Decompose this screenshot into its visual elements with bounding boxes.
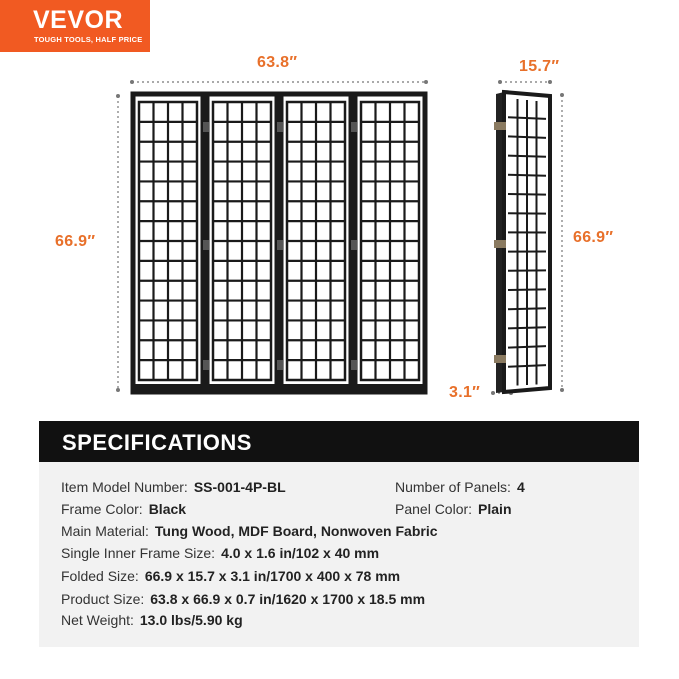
front-width-label: 63.8″ — [257, 54, 298, 71]
spec-label: Panel Color: — [395, 501, 473, 517]
spec-value: 4.0 x 1.6 in/102 x 40 mm — [221, 545, 380, 561]
spec-value: Tung Wood, MDF Board, Nonwoven Fabric — [154, 523, 438, 539]
screen-panel — [207, 94, 277, 392]
spec-label: Main Material: — [61, 523, 149, 539]
spec-model — [61, 479, 286, 495]
spec-label: Single Inner Frame Size: — [61, 545, 216, 561]
side-height-label: 66.9″ — [573, 229, 614, 246]
specifications-title: SPECIFICATIONS — [62, 430, 252, 455]
hinge — [277, 122, 283, 132]
spec-panel-color — [395, 501, 512, 517]
hinge — [203, 360, 209, 370]
spec-value: Black — [148, 501, 187, 517]
spec-label: Net Weight: — [61, 612, 134, 628]
screen-panel — [355, 94, 425, 392]
spec-panels — [395, 479, 525, 495]
front-screen-panels — [133, 94, 425, 392]
spec-frame-color — [61, 501, 186, 517]
hinge — [277, 240, 283, 250]
hinge — [277, 360, 283, 370]
hinge — [351, 240, 357, 250]
screen-panel — [133, 94, 203, 392]
hinge — [351, 122, 357, 132]
spec-net-weight — [61, 612, 243, 628]
screen-panel — [281, 94, 351, 392]
spec-label: Number of Panels: — [395, 479, 511, 495]
spec-value: 4 — [516, 479, 525, 495]
front-height-label: 66.9″ — [55, 233, 96, 250]
spec-label: Frame Color: — [61, 501, 143, 517]
spec-value: 63.8 x 66.9 x 0.7 in/1620 x 1700 x 18.5 mm — [150, 591, 426, 607]
spec-material — [61, 523, 438, 539]
hinge — [494, 122, 506, 130]
hinge — [203, 240, 209, 250]
specifications-header — [39, 421, 639, 462]
side-screen-view — [494, 92, 550, 393]
hinge — [494, 355, 506, 363]
hinge — [351, 360, 357, 370]
hinge — [203, 122, 209, 132]
spec-label: Product Size: — [61, 591, 145, 607]
spec-value: Plain — [478, 501, 512, 517]
hinge — [494, 240, 506, 248]
spec-label: Item Model Number: — [61, 479, 188, 495]
spec-value: 13.0 lbs/5.90 kg — [139, 612, 243, 628]
spec-inner-frame — [61, 545, 379, 561]
spec-label: Folded Size: — [61, 568, 139, 584]
logo-tagline: TOUGH TOOLS, HALF PRICE — [34, 35, 143, 44]
spec-folded-size — [61, 568, 400, 584]
spec-value: SS-001-4P-BL — [193, 479, 286, 495]
specifications-panel — [39, 421, 639, 647]
logo-brand: VEVOR — [33, 6, 124, 34]
side-width-label: 15.7″ — [519, 58, 560, 75]
spec-value: 66.9 x 15.7 x 3.1 in/1700 x 400 x 78 mm — [144, 568, 401, 584]
side-depth-label: 3.1″ — [449, 384, 481, 401]
spec-product-size — [61, 591, 425, 607]
